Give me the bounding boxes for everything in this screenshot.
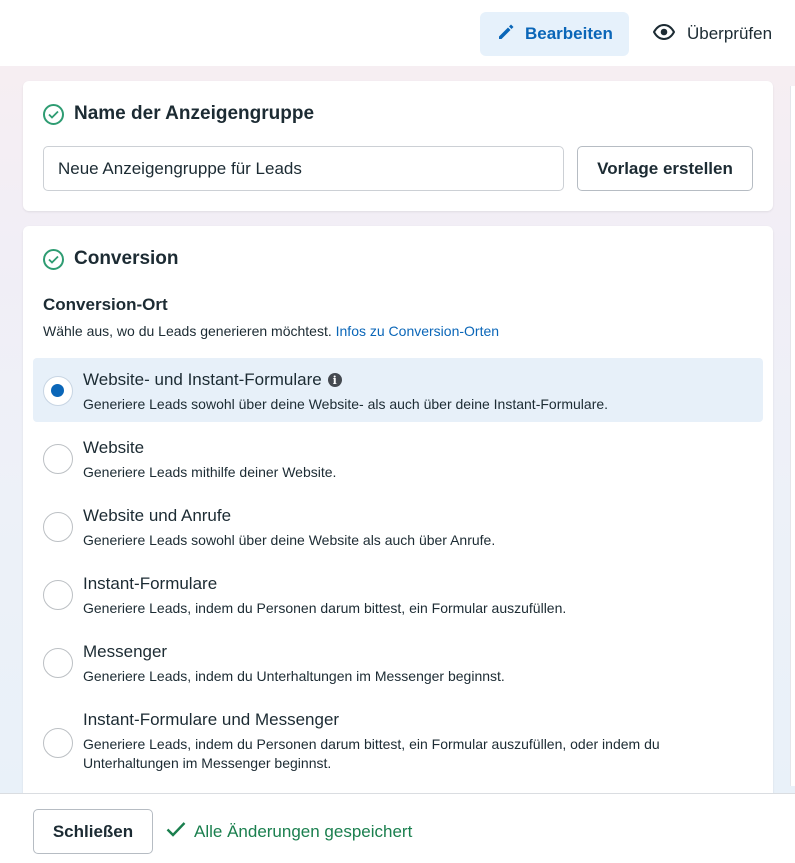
checkmark-icon	[166, 821, 186, 842]
option-title: Messenger	[83, 642, 168, 661]
top-bar	[0, 0, 795, 66]
pencil-icon	[496, 22, 516, 47]
option-instant-forms[interactable]	[33, 562, 763, 626]
conversion-header	[43, 248, 179, 270]
review-mode-label: Überprüfen	[687, 24, 773, 43]
option-messenger[interactable]	[33, 630, 763, 694]
create-template-button[interactable]: Vorlage erstellen	[577, 146, 753, 191]
radio-button[interactable]	[43, 580, 73, 610]
option-website[interactable]	[33, 426, 763, 490]
option-instant-forms-and-messenger[interactable]	[33, 698, 763, 782]
option-description: Generiere Leads, indem du Unterhaltungen im Messenger beginnst.	[83, 668, 505, 684]
ad-group-name-input[interactable]	[43, 146, 564, 191]
option-website-and-calls[interactable]	[33, 494, 763, 558]
check-circle-icon	[43, 104, 64, 125]
option-description: Generiere Leads, indem du Personen darum bittest, ein Formular auszufüllen, oder indem du Unterhaltungen im Messenger beginnst.	[83, 736, 660, 771]
radio-button[interactable]	[43, 728, 73, 758]
save-status-text: Alle Änderungen gespeichert	[194, 821, 413, 841]
ad-group-name-title: Name der Anzeigengruppe	[74, 103, 315, 124]
ad-group-name-header	[43, 103, 314, 125]
ad-group-name-card	[23, 81, 773, 211]
review-mode-button[interactable]	[641, 12, 791, 56]
option-description: Generiere Leads sowohl über deine Website- als auch über deine Instant-Formulare.	[83, 396, 609, 412]
save-status	[166, 821, 412, 842]
option-description: Generiere Leads, indem du Personen darum bittest, ein Formular auszufüllen.	[83, 600, 567, 616]
conversion-location-label: Conversion-Ort	[43, 295, 168, 314]
option-title: Website	[83, 438, 145, 457]
option-description: Generiere Leads sowohl über deine Website als auch über Anrufe.	[83, 532, 496, 548]
edit-mode-button[interactable]	[480, 12, 629, 56]
conversion-location-description	[43, 323, 499, 339]
conversion-options	[33, 358, 763, 786]
side-panel-edge	[790, 86, 795, 786]
check-circle-icon	[43, 249, 64, 270]
option-title: Website und Anrufe	[83, 506, 232, 525]
radio-button[interactable]	[43, 512, 73, 542]
edit-mode-label: Bearbeiten	[525, 24, 613, 43]
option-title: Instant-Formulare und Messenger	[83, 710, 340, 729]
eye-icon	[653, 24, 675, 45]
conversion-location-info-link[interactable]: Infos zu Conversion-Orten	[335, 323, 500, 339]
radio-button[interactable]	[43, 648, 73, 678]
option-website-and-instant-forms[interactable]	[33, 358, 763, 422]
conversion-card	[23, 226, 773, 793]
content-area[interactable]	[0, 66, 795, 793]
conversion-title: Conversion	[74, 248, 179, 269]
footer	[0, 793, 795, 863]
radio-button[interactable]	[43, 444, 73, 474]
info-icon[interactable]: i	[328, 373, 342, 387]
close-button[interactable]: Schließen	[33, 809, 153, 854]
option-title: Website- und Instant-Formulare i	[83, 370, 342, 390]
option-title: Instant-Formulare	[83, 574, 218, 593]
radio-button[interactable]	[43, 376, 73, 406]
option-description: Generiere Leads mithilfe deiner Website.	[83, 464, 337, 480]
conversion-location-desc-text: Wähle aus, wo du Leads generieren möchtest.	[43, 323, 332, 339]
